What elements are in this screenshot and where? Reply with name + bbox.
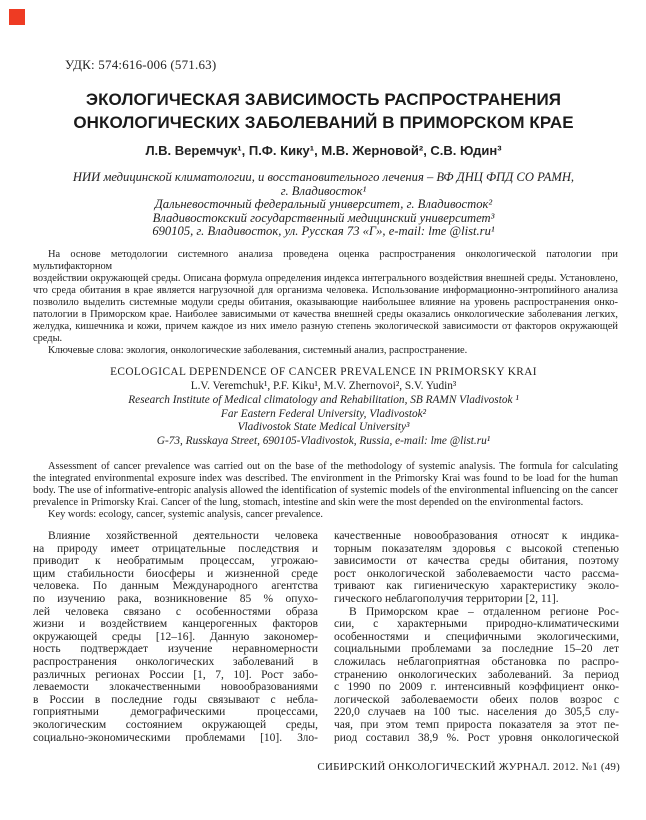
authors-ru: Л.В. Веремчук¹, П.Ф. Кику¹, М.В. Жерновой², С.В. Юдин³ (145, 143, 502, 158)
affiliation-en-line: Vladivostok State Medical University³ (237, 421, 410, 434)
body-text-line: логической заболеваемости обеих полов возрос с (334, 693, 619, 706)
abstract-ru-line: воздействии окружающей среды. Описана формула определения индекса интегрального воздействия внешней среды. Установлено, (33, 272, 618, 284)
body-text-line: гоприятными демографическими процессами, (33, 706, 318, 719)
body-column-left (33, 530, 318, 744)
body-text-line: человека. По данным Международного агентства (33, 580, 318, 593)
abstract-ru-line: позволило выделить системные модули среды обитания, оказывающие наибольшее влияние на уровень распространения онко- (33, 296, 618, 308)
affiliation-line: г. Владивосток¹ (280, 183, 367, 198)
article-title-line: ОНКОЛОГИЧЕСКИХ ЗАБОЛЕВАНИЙ В ПРИМОРСКОМ КРАЕ (73, 112, 574, 132)
abstract-ru-line: На основе методологии системного анализа проведена оценка распространения онкологической патологии при мультифакторном (33, 249, 618, 272)
affiliation-line: Дальневосточный федеральный университет, г. Владивосток² (154, 197, 493, 212)
body-text-line: распространения онкологических заболеваний в (33, 655, 318, 668)
body-text-line: особенностями и специфичными экологическими, (334, 630, 619, 643)
article-title-line: ЭКОЛОГИЧЕСКАЯ ЗАВИСИМОСТЬ РАСПРОСТРАНЕНИЯ (85, 90, 562, 109)
body-text-line: торным показателям здоровья с высокой степенью (334, 542, 619, 555)
body-text-line: сложилась неблагоприятная обстановка по распро- (334, 655, 619, 668)
body-text-line: 220,0 случаев на 100 тыс. населения до 305,5 слу- (334, 706, 619, 719)
body-text-line: различных регионах России [1, 7, 10]. Рост забо- (33, 668, 318, 681)
article-title-ru (30, 89, 617, 134)
body-text-line: зависимости от качества среды обитания, поэтому (334, 555, 619, 568)
english-header (30, 366, 617, 449)
body-text-line: в России в последние годы связывают с небла- (33, 693, 318, 706)
journal-footer: СИБИРСКИЙ ОНКОЛОГИЧЕСКИЙ ЖУРНАЛ. 2012. №1 (49) (317, 761, 620, 773)
abstract-ru-line: среды. (33, 332, 63, 344)
body-text-line: чая, при этом темп прироста показателя за этот пе- (334, 718, 619, 731)
affiliations-ru (30, 171, 617, 239)
abstract-en-line: Assessment of cancer prevalence was carried out on the base of the methodology of systemic analysis. The formula for calculating (48, 461, 618, 472)
body-text-line: В Приморском крае – отдаленном регионе Рос- (349, 605, 619, 618)
body-text-line: рост онкологической заболеваемости часто рассма- (334, 567, 619, 580)
body-text-line: сии, с характерными природно-климатическими (334, 618, 619, 631)
abstract-en-line: the integrated environmental exposure index was described. The environment in the Primorsky Krai was found to be load for the human (33, 472, 618, 484)
body-text-line: щим стабильности биосферы и жизненной среде (33, 567, 318, 580)
corner-marker (9, 9, 25, 25)
body-text-line: качественные новообразования относят к индика- (334, 530, 619, 542)
abstract-en-line: body. The use of informative-entropic analysis allowed the identification of systemic models of the environmental influencing on the cancer (33, 484, 618, 496)
abstract-ru (33, 249, 618, 357)
abstract-en (33, 461, 618, 521)
body-text-line: лей человека связано с особенностями образа (33, 605, 318, 618)
affiliations-en (30, 394, 617, 448)
body-text-line: странению онкологических заболеваний. За период (334, 668, 619, 681)
abstract-ru-line: Ключевые слова: экология, онкологические заболевания, системный анализ, распространение. (48, 344, 468, 356)
abstract-ru-line: что среда обитания в крае является нагрузочной для организма человека. Использование информационно-энтропийного анализа (33, 284, 618, 296)
body-text-line: социально-экономическими проблемами [10]. Зло- (33, 731, 318, 744)
affiliation-en-line: G-73, Russkaya Street, 690105-Vladivostok, Russia, e-mail: lme @list.ru¹ (156, 434, 491, 447)
body-text-line: приводит к необратимым процессам, угрожаю- (33, 555, 318, 568)
body-text-line: экологическим состоянием окружающей среды, (33, 718, 318, 731)
body-text-line: ность подтверждает изучение неравномерности (33, 643, 318, 656)
body-text-line: жизни и воздействием канцерогенных факторов (33, 618, 318, 631)
affiliation-line: НИИ медицинской климатологии, и восстановительного лечения – ВФ ДНЦ ФПД СО РАМН, (72, 170, 575, 184)
abstract-en-line: Key words: ecology, cancer, systemic analysis, cancer prevalence. (48, 508, 324, 520)
body-text-line: социальными проблемами за последние 15–20 лет (334, 643, 619, 656)
body-text-line: на природу имеет отрицательные последствия и (33, 542, 318, 555)
body-text-line: тривают как гигиеническую характеристику эколо- (334, 580, 619, 593)
affiliation-en-line: Research Institute of Medical climatology and Rehabilitation, SB RAMN Vladivostok ¹ (128, 394, 519, 407)
body-columns (33, 530, 619, 744)
article-title-en: ECOLOGICAL DEPENDENCE OF CANCER PREVALENCE IN PRIMORSKY KRAI (110, 366, 537, 378)
affiliation-en-line: Far Eastern Federal University, Vladivostok² (220, 407, 427, 420)
body-text-line: риод составил 38,9 %. Рост уровня онкологической (334, 731, 619, 744)
body-column-right (334, 530, 619, 744)
body-text-line: окружающей среды [12–16]. Данную закономер- (33, 630, 318, 643)
authors-en: L.V. Veremchuk¹, P.F. Kiku¹, M.V. Zhernovoi², S.V. Yudin³ (190, 379, 457, 392)
abstract-en-line: prevalence in Primorsky Krai. Cancer of the lung, stomach, intestine and skin were the most depended on the environmental factors. (33, 496, 584, 508)
body-text-line: леваемости злокачественными новообразованиями (33, 681, 318, 694)
body-text-line: по изучению рака, возникновение 85 % опухо- (33, 592, 318, 605)
body-text-line: гического неблагополучия территории [2, 11]. (334, 592, 559, 605)
body-text-line: Влияние хозяйственной деятельности человека (48, 530, 318, 542)
affiliation-line: Владивостокский государственный медицинский университет³ (152, 210, 495, 225)
abstract-ru-line: желудка, кишечника и кожи, причем каждое из них имело разную степень экологической зависимости от факторов окружающей (33, 320, 618, 332)
udc-code: УДК: 574:616-006 (571.63) (65, 57, 217, 72)
affiliation-line: 690105, г. Владивосток, ул. Русская 73 «Г», e-mail: lme @list.ru¹ (152, 224, 495, 239)
body-text-line: с 1990 по 2009 г. интенсивный коэффициент онко- (334, 681, 619, 694)
abstract-ru-line: патологии в Приморском крае. Наиболее зависимыми от качества внешней среды оказались онкологические заболевания легких, (33, 308, 618, 320)
